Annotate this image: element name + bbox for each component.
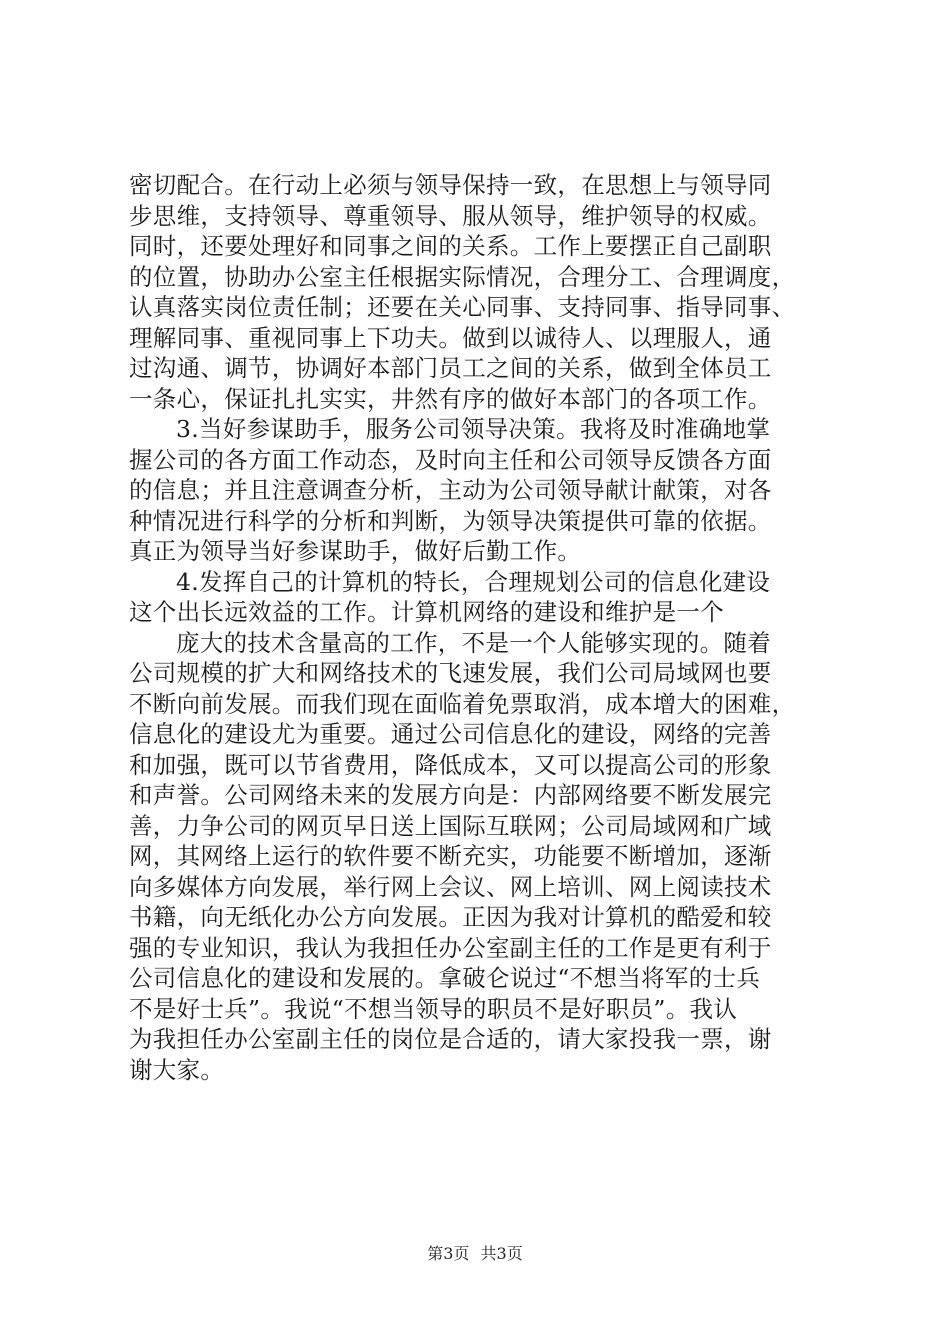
text-line: 真正为领导当好参谋助手，做好后勤工作。 — [129, 537, 582, 565]
text-line: 4.发挥自己的计算机的特长，合理规划公司的信息化建设 — [176, 567, 771, 596]
text-line: 为我担任办公室副主任的岗位是合适的，请大家投我一票，谢 — [129, 1025, 772, 1053]
text-line: 理解同事、重视同事上下功夫。做到以诚待人、以理服人，通 — [129, 323, 772, 352]
text-line: 握公司的各方面工作动态，及时向主任和公司领导反馈各方面 — [129, 445, 772, 474]
text-line: 和加强，既可以节省费用，降低成本，又可以提高公司的形象 — [129, 750, 772, 779]
text-line: 和声誉。公司网络未来的发展方向是：内部网络要不断发展完 — [129, 781, 772, 809]
text-line: 这个出长远效益的工作。计算机网络的建设和维护是一个 — [129, 598, 724, 626]
text-line: 的位置，协助办公室主任根据实际情况，合理分工、合理调度， — [129, 262, 796, 291]
text-line: 公司规模的扩大和网络技术的飞速发展，我们公司局域网也要 — [129, 659, 772, 687]
text-line: 不断向前发展。而我们现在面临着免票取消，成本增大的困难， — [129, 689, 796, 718]
text-line: 一条心，保证扎扎实实，井然有序的做好本部门的各项工作。 — [129, 384, 772, 413]
document-body — [129, 170, 829, 1085]
text-line: 善，力争公司的网页早日送上国际互联网；公司局域网和广域 — [129, 811, 772, 840]
text-line: 密切配合。在行动上必须与领导保持一致，在思想上与领导同 — [129, 171, 772, 199]
page-total: 共3页 — [480, 1244, 523, 1263]
text-line: 庞大的技术含量高的工作，不是一个人能够实现的。随着 — [176, 628, 771, 657]
text-line: 谢大家。 — [129, 1055, 225, 1084]
text-line: 同时，还要处理好和同事之间的关系。工作上要摆正自己副职 — [129, 232, 772, 260]
text-line: 认真落实岗位责任制；还要在关心同事、支持同事、指导同事、 — [129, 293, 796, 321]
text-line: 公司信息化的建设和发展的。拿破仑说过“不想当将军的士兵 — [129, 964, 761, 992]
text-line: 步思维，支持领导、尊重领导、服从领导，维护领导的权威。 — [129, 201, 772, 230]
text-line: 种情况进行科学的分析和判断，为领导决策提供可靠的依据。 — [129, 506, 772, 535]
text-line: 过沟通、调节，协调好本部门员工之间的关系，做到全体员工 — [129, 354, 772, 382]
text-line: 3.当好参谋助手，服务公司领导决策。我将及时准确地掌 — [176, 415, 771, 443]
text-line: 强的专业知识，我认为我担任办公室副主任的工作是更有利于 — [129, 933, 772, 962]
text-line: 不是好士兵”。我说“不想当领导的职员不是好职员”。我认 — [129, 994, 738, 1023]
page-footer — [0, 1241, 950, 1264]
text-line: 网，其网络上运行的软件要不断充实，功能要不断增加，逐渐 — [129, 842, 772, 870]
text-line: 向多媒体方向发展，举行网上会议、网上培训、网上阅读技术 — [129, 872, 772, 901]
text-line: 的信息；并且注意调查分析，主动为公司领导献计献策，对各 — [129, 476, 772, 504]
text-line: 信息化的建设尤为重要。通过公司信息化的建设，网络的完善 — [129, 720, 772, 748]
text-line: 书籍，向无纸化办公方向发展。正因为我对计算机的酷爱和较 — [129, 903, 772, 931]
page-number: 第3页 — [427, 1244, 470, 1263]
